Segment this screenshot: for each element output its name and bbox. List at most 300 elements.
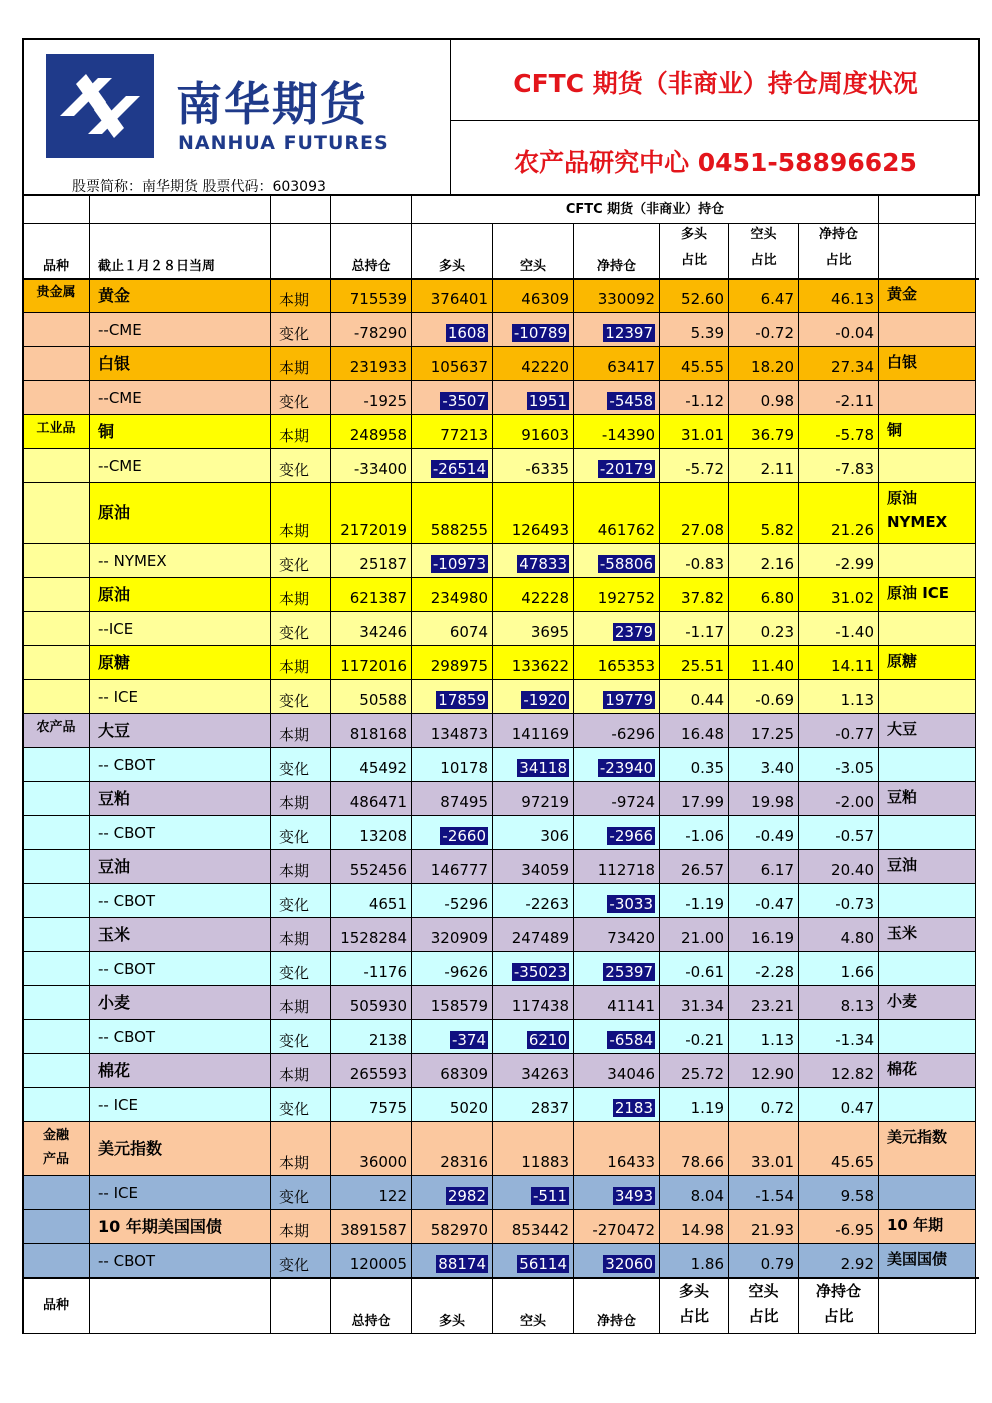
header-ratio-line2: 占比 — [825, 253, 852, 268]
row-total-cell — [331, 544, 412, 578]
cell-long-value: 1608 — [447, 324, 486, 342]
cell-name-value: 黄金 — [98, 285, 131, 305]
row-sr-cell — [729, 816, 799, 850]
cell-lr-value: 16.48 — [681, 725, 724, 743]
header-category-label: 品种 — [42, 259, 69, 275]
cell-sr-value: 0.98 — [760, 392, 794, 410]
cell-net-value: -20179 — [599, 460, 653, 478]
row-nr-cell — [799, 483, 879, 544]
logo-english-name: NANHUA FUTURES — [178, 132, 389, 154]
cell-name-value: -- ICE — [98, 1183, 138, 1202]
row-long-cell — [412, 1088, 493, 1122]
cell-long-value: 88174 — [438, 1255, 486, 1273]
header-total-label: 总持仓 — [351, 259, 391, 275]
cell-name-value: 铜 — [98, 421, 115, 441]
row-type-cell — [271, 1054, 331, 1088]
row-total-cell — [331, 1054, 412, 1088]
cell-short-value: 141169 — [511, 725, 569, 743]
row-long-cell — [412, 313, 493, 347]
cell-type-value: 变化 — [279, 1188, 310, 1206]
row-cat-cell — [22, 1244, 90, 1278]
cell-name-value: -- CBOT — [98, 1251, 156, 1270]
row-cat-cell — [22, 884, 90, 918]
row-nr-cell — [799, 578, 879, 612]
row-short-cell — [493, 1054, 574, 1088]
cell-lr-value: 1.19 — [690, 1099, 724, 1117]
row-net-cell — [574, 986, 660, 1020]
row-right-cell — [879, 1122, 976, 1176]
report-header — [22, 38, 980, 196]
row-nr-cell — [799, 449, 879, 483]
cell-lr-value: 21.00 — [681, 929, 724, 947]
row-total-cell — [331, 714, 412, 748]
row-name-cell — [90, 279, 271, 313]
cell-type-value: 变化 — [279, 760, 310, 778]
cell-name-value: 棉花 — [98, 1060, 131, 1080]
row-lr-cell — [660, 313, 729, 347]
header-short — [493, 224, 574, 279]
cell-sr-value: 19.98 — [751, 793, 794, 811]
header-category — [22, 224, 90, 279]
row-sr-cell — [729, 415, 799, 449]
cell-net-value: 73420 — [607, 929, 655, 947]
footer-short-ratio — [729, 1278, 799, 1334]
cell-sr-value: 6.47 — [760, 290, 794, 308]
row-cat-cell — [22, 646, 90, 680]
cell-net-value: -14390 — [601, 426, 655, 444]
header-ratio-line1: 多头 — [680, 227, 707, 242]
row-sr-cell — [729, 1020, 799, 1054]
row-lr-cell — [660, 816, 729, 850]
row-total-cell — [331, 816, 412, 850]
row-type-cell — [271, 1020, 331, 1054]
cell-name-value: 大豆 — [98, 720, 131, 740]
row-sr-cell — [729, 544, 799, 578]
cell-nr-value: -1.34 — [835, 1031, 874, 1049]
cell-short-value: 117438 — [511, 997, 569, 1015]
row-nr-cell — [799, 313, 879, 347]
row-type-cell — [271, 483, 331, 544]
row-type-cell — [271, 578, 331, 612]
row-name-cell — [90, 449, 271, 483]
cell-name-value: -- NYMEX — [98, 551, 167, 570]
cell-name-value: -- CBOT — [98, 891, 156, 910]
cell-total-value: -1176 — [363, 963, 407, 981]
cell-net-value: 461762 — [597, 521, 655, 539]
row-total-cell — [331, 1088, 412, 1122]
row-net-cell — [574, 918, 660, 952]
row-right-cell — [879, 578, 976, 612]
cell-net-value: 2183 — [614, 1099, 653, 1117]
row-name-cell — [90, 1176, 271, 1210]
row-sr-cell — [729, 279, 799, 313]
row-nr-cell — [799, 1244, 879, 1278]
header-net-label: 净持仓 — [596, 259, 636, 275]
row-sr-cell — [729, 347, 799, 381]
cell-sr-value: 6.80 — [760, 589, 794, 607]
side-label: 铜 — [887, 421, 903, 439]
row-type-cell — [271, 347, 331, 381]
row-name-cell — [90, 1122, 271, 1176]
cell-long-value: 77213 — [440, 426, 488, 444]
cell-type-value: 变化 — [279, 1032, 310, 1050]
row-total-cell — [331, 612, 412, 646]
cell-type-value: 本期 — [279, 1066, 310, 1084]
cell-sr-value: -0.72 — [755, 324, 794, 342]
header-type — [271, 224, 331, 279]
side-label: 小麦 — [887, 992, 918, 1010]
cell-net-value: -23940 — [599, 759, 653, 777]
row-cat-cell — [22, 952, 90, 986]
cell-long-value: 68309 — [440, 1065, 488, 1083]
cell-type-value: 变化 — [279, 556, 310, 574]
header-net — [574, 224, 660, 279]
row-right-cell — [879, 646, 976, 680]
header-ratio-line2: 占比 — [750, 253, 777, 268]
row-lr-cell — [660, 952, 729, 986]
header-period — [90, 224, 271, 279]
row-nr-cell — [799, 1176, 879, 1210]
cell-sr-value: 33.01 — [751, 1153, 794, 1171]
header-short-label: 空头 — [519, 259, 546, 275]
group-header-label: CFTC 期货（非商业）持仓 — [565, 201, 725, 217]
cell-long-value: 28316 — [440, 1153, 488, 1171]
cell-name-value: 美元指数 — [98, 1138, 163, 1158]
row-lr-cell — [660, 748, 729, 782]
cell-type-value: 变化 — [279, 692, 310, 710]
row-total-cell — [331, 680, 412, 714]
row-long-cell — [412, 1244, 493, 1278]
cell-nr-value: 1.66 — [840, 963, 874, 981]
row-type-cell — [271, 1088, 331, 1122]
row-right-cell — [879, 850, 976, 884]
row-sr-cell — [729, 986, 799, 1020]
row-net-cell — [574, 1244, 660, 1278]
row-nr-cell — [799, 1122, 879, 1176]
row-cat-cell — [22, 680, 90, 714]
row-sr-cell — [729, 782, 799, 816]
row-nr-cell — [799, 680, 879, 714]
header-short-ratio — [729, 224, 799, 279]
row-total-cell — [331, 850, 412, 884]
cell-lr-value: -0.21 — [685, 1031, 724, 1049]
row-lr-cell — [660, 381, 729, 415]
cell-name-value: -- CBOT — [98, 959, 156, 978]
cell-sr-value: 1.13 — [760, 1031, 794, 1049]
cell-short-value: -35023 — [513, 963, 567, 981]
cell-nr-value: -0.57 — [835, 827, 874, 845]
row-total-cell — [331, 884, 412, 918]
cell-net-value: -3033 — [609, 895, 653, 913]
row-cat-cell — [22, 415, 90, 449]
row-type-cell — [271, 415, 331, 449]
cell-nr-value: -1.40 — [835, 623, 874, 641]
row-name-cell — [90, 748, 271, 782]
row-total-cell — [331, 578, 412, 612]
cell-sr-value: 6.17 — [760, 861, 794, 879]
row-name-cell — [90, 816, 271, 850]
cell-long-value: 298975 — [430, 657, 488, 675]
row-short-cell — [493, 782, 574, 816]
cell-long-value: -10973 — [432, 555, 486, 573]
side-label: 美元指数 — [887, 1128, 948, 1146]
header-period-label: 截止１月２８日当周 — [98, 259, 216, 275]
cell-long-value: -3507 — [442, 392, 486, 410]
footer-ratio-stack — [748, 1279, 778, 1329]
cell-short-value: 2837 — [530, 1099, 569, 1117]
row-net-cell — [574, 279, 660, 313]
row-type-cell — [271, 714, 331, 748]
header-long-ratio — [660, 224, 729, 279]
row-total-cell — [331, 347, 412, 381]
row-total-cell — [331, 782, 412, 816]
cell-short-value: 47833 — [519, 555, 567, 573]
row-sr-cell — [729, 1244, 799, 1278]
logo-chinese-name: 南华期货 — [176, 77, 368, 131]
row-sr-cell — [729, 1088, 799, 1122]
cell-long-value: 376401 — [430, 290, 488, 308]
cell-nr-value: -0.04 — [835, 324, 874, 342]
cell-net-value: -2966 — [609, 827, 653, 845]
row-type-cell — [271, 850, 331, 884]
cell-type-value: 本期 — [279, 1222, 310, 1240]
row-total-cell — [331, 646, 412, 680]
cell-type-value: 本期 — [279, 291, 310, 309]
row-total-cell — [331, 449, 412, 483]
row-short-cell — [493, 986, 574, 1020]
row-type-cell — [271, 1176, 331, 1210]
cell-total-value: 120005 — [349, 1255, 407, 1273]
report-subtitle: 农产品研究中心 0451-58896625 — [514, 148, 917, 177]
row-nr-cell — [799, 544, 879, 578]
row-sr-cell — [729, 612, 799, 646]
row-lr-cell — [660, 1210, 729, 1244]
row-cat-cell — [22, 986, 90, 1020]
row-nr-cell — [799, 1088, 879, 1122]
row-net-cell — [574, 816, 660, 850]
row-long-cell — [412, 381, 493, 415]
footer-total — [331, 1278, 412, 1334]
row-long-cell — [412, 884, 493, 918]
cell-short-value: 34059 — [521, 861, 569, 879]
cell-name-value: --CME — [98, 388, 142, 407]
row-name-cell — [90, 884, 271, 918]
footer-ratio-line2: 占比 — [748, 1307, 779, 1325]
row-right-cell — [879, 612, 976, 646]
cell-name-value: --ICE — [98, 619, 134, 638]
row-type-cell — [271, 544, 331, 578]
row-short-cell — [493, 1210, 574, 1244]
cell-nr-value: -2.11 — [835, 392, 874, 410]
row-name-cell — [90, 1244, 271, 1278]
row-cat-cell — [22, 483, 90, 544]
cell-lr-value: -0.61 — [685, 963, 724, 981]
cell-name-value: 豆粕 — [98, 788, 131, 808]
cell-sr-value: 0.79 — [760, 1255, 794, 1273]
cell-short-value: 6210 — [528, 1031, 567, 1049]
cell-net-value: 63417 — [607, 358, 655, 376]
cell-total-value: 3891587 — [340, 1221, 407, 1239]
row-type-cell — [271, 1244, 331, 1278]
cell-lr-value: 5.39 — [690, 324, 724, 342]
cell-type-value: 本期 — [279, 658, 310, 676]
row-long-cell — [412, 1054, 493, 1088]
cell-short-value: 247489 — [511, 929, 569, 947]
row-nr-cell — [799, 782, 879, 816]
cell-short-value: -511 — [532, 1187, 567, 1205]
cell-short-value: 91603 — [521, 426, 569, 444]
row-cat-cell — [22, 544, 90, 578]
row-nr-cell — [799, 986, 879, 1020]
cell-lr-value: 25.51 — [681, 657, 724, 675]
row-cat-cell — [22, 612, 90, 646]
cell-sr-value: 23.21 — [751, 997, 794, 1015]
cell-name-value: 原糖 — [98, 652, 131, 672]
footer-divider — [22, 1277, 979, 1279]
row-type-cell — [271, 748, 331, 782]
logo-cell — [24, 40, 451, 194]
row-long-cell — [412, 544, 493, 578]
row-sr-cell — [729, 918, 799, 952]
header-ratio-stack — [819, 224, 858, 274]
cell-net-value: 32060 — [605, 1255, 653, 1273]
row-cat-cell — [22, 1088, 90, 1122]
row-lr-cell — [660, 1088, 729, 1122]
row-net-cell — [574, 347, 660, 381]
cell-nr-value: 45.65 — [831, 1153, 874, 1171]
cell-lr-value: -1.12 — [685, 392, 724, 410]
cell-name-value: 白银 — [98, 353, 131, 373]
cell-total-value: 231933 — [349, 358, 407, 376]
row-short-cell — [493, 578, 574, 612]
row-long-cell — [412, 918, 493, 952]
row-sr-cell — [729, 1210, 799, 1244]
row-cat-cell — [22, 578, 90, 612]
row-total-cell — [331, 313, 412, 347]
cell-lr-value: -1.06 — [685, 827, 724, 845]
cell-lr-value: -5.72 — [685, 460, 724, 478]
cell-total-value: 818168 — [349, 725, 407, 743]
cell-sr-value: 2.16 — [760, 555, 794, 573]
cell-type-value: 本期 — [279, 930, 310, 948]
row-lr-cell — [660, 714, 729, 748]
cell-type-value: 本期 — [279, 998, 310, 1016]
row-total-cell — [331, 1176, 412, 1210]
cell-sr-value: -0.47 — [755, 895, 794, 913]
row-long-cell — [412, 952, 493, 986]
row-long-cell — [412, 1176, 493, 1210]
footer-blank — [271, 1278, 331, 1334]
row-short-cell — [493, 952, 574, 986]
row-long-cell — [412, 1122, 493, 1176]
cell-sr-value: -0.49 — [755, 827, 794, 845]
cell-name-value: -- ICE — [98, 1095, 138, 1114]
row-short-cell — [493, 884, 574, 918]
cell-nr-value: 9.58 — [840, 1187, 874, 1205]
cell-lr-value: 17.99 — [681, 793, 724, 811]
row-cat-cell — [22, 1020, 90, 1054]
cell-lr-value: 25.72 — [681, 1065, 724, 1083]
side-label: 原油 ICE — [887, 584, 950, 602]
row-type-cell — [271, 918, 331, 952]
row-short-cell — [493, 680, 574, 714]
cell-type-value: 本期 — [279, 522, 310, 540]
row-long-cell — [412, 578, 493, 612]
row-total-cell — [331, 986, 412, 1020]
row-lr-cell — [660, 850, 729, 884]
cell-name-value: 豆油 — [98, 856, 131, 876]
cell-nr-value: 31.02 — [831, 589, 874, 607]
row-right-cell — [879, 347, 976, 381]
row-type-cell — [271, 612, 331, 646]
cell-total-value: 621387 — [349, 589, 407, 607]
row-name-cell — [90, 986, 271, 1020]
row-net-cell — [574, 544, 660, 578]
cell-name-value: --CME — [98, 456, 142, 475]
cell-sr-value: -2.28 — [755, 963, 794, 981]
cell-type-value: 变化 — [279, 624, 310, 642]
row-name-cell — [90, 1088, 271, 1122]
row-net-cell — [574, 646, 660, 680]
cell-short-value: 34118 — [519, 759, 567, 777]
cell-long-value: -2660 — [442, 827, 486, 845]
cell-total-value: 1172016 — [340, 657, 407, 675]
cell-net-value: 2379 — [614, 623, 653, 641]
row-cat-cell — [22, 313, 90, 347]
row-right-cell — [879, 483, 976, 544]
cell-type-value: 变化 — [279, 393, 310, 411]
row-lr-cell — [660, 918, 729, 952]
header-blank-cell — [22, 196, 90, 224]
row-net-cell — [574, 612, 660, 646]
side-label: 黄金 — [887, 285, 918, 303]
cell-lr-value: 0.35 — [690, 759, 724, 777]
row-nr-cell — [799, 918, 879, 952]
cell-long-value: -9626 — [444, 963, 488, 981]
cell-net-value: -5458 — [609, 392, 653, 410]
header-long-label: 多头 — [438, 259, 465, 275]
cell-long-value: 582970 — [430, 1221, 488, 1239]
cell-sr-value: 5.82 — [760, 521, 794, 539]
cell-net-value: 19779 — [605, 691, 653, 709]
footer-blank — [879, 1278, 976, 1334]
cell-sr-value: 3.40 — [760, 759, 794, 777]
row-short-cell — [493, 1088, 574, 1122]
row-lr-cell — [660, 279, 729, 313]
cell-type-value: 本期 — [279, 726, 310, 744]
cell-type-value: 变化 — [279, 896, 310, 914]
row-short-cell — [493, 415, 574, 449]
row-right-cell — [879, 952, 976, 986]
cell-type-value: 本期 — [279, 427, 310, 445]
row-sr-cell — [729, 483, 799, 544]
row-lr-cell — [660, 1020, 729, 1054]
side-label: 原油 — [887, 489, 918, 507]
cell-name-value: 玉米 — [98, 924, 131, 944]
cell-type-value: 本期 — [279, 1154, 310, 1172]
row-lr-cell — [660, 1054, 729, 1088]
row-cat-cell — [22, 1176, 90, 1210]
row-lr-cell — [660, 1244, 729, 1278]
row-name-cell — [90, 680, 271, 714]
row-name-cell — [90, 646, 271, 680]
side-label: 原糖 — [887, 652, 918, 670]
row-name-cell — [90, 1020, 271, 1054]
row-short-cell — [493, 714, 574, 748]
row-right-cell — [879, 816, 976, 850]
row-net-cell — [574, 449, 660, 483]
row-cat-cell — [22, 1054, 90, 1088]
